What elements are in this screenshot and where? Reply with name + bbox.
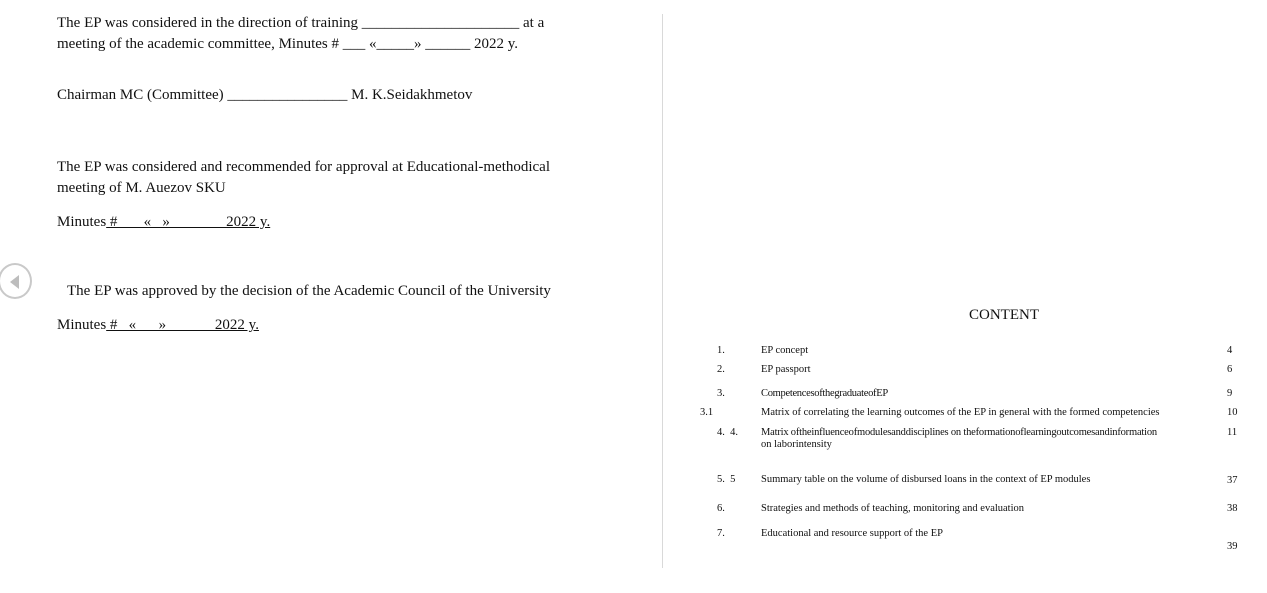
toc-title[interactable]: EP concept <box>761 345 809 356</box>
chairman-line: Chairman MC (Committee) ________________ M. K.Seidakhmetov <box>57 87 473 103</box>
toc-title[interactable]: EP passport <box>761 364 811 375</box>
toc-page: 6 <box>1227 364 1233 375</box>
minutes-line-b <box>57 315 259 336</box>
toc-page: 37 <box>1227 475 1238 486</box>
toc-number: 7. <box>717 528 725 539</box>
minutes-line-a <box>57 212 270 233</box>
chevron-left-icon <box>6 273 24 291</box>
recommend-paragraph-line1: The EP was considered and recommended for approval at Educational-methodical <box>57 159 551 175</box>
minutes-label: Minutes <box>57 214 107 230</box>
toc-page: 4 <box>1227 345 1233 356</box>
toc-title[interactable]: Educational and resource support of the EP <box>761 528 943 539</box>
minutes-label: Minutes <box>57 317 107 333</box>
recommend-paragraph-line2: meeting of M. Auezov SKU <box>57 180 226 196</box>
toc-number: 3. <box>717 388 725 399</box>
toc-number: 4. 4. <box>717 427 738 438</box>
toc-number: 6. <box>717 503 725 514</box>
toc-number: 3.1 <box>700 407 714 418</box>
toc-page: 10 <box>1227 407 1238 418</box>
toc-number: 1. <box>717 345 725 356</box>
content-title: CONTENT <box>969 307 1039 323</box>
toc-page: 38 <box>1227 503 1238 514</box>
previous-page-button[interactable] <box>0 263 32 299</box>
training-direction-line: The EP was considered in the direction of training _____________________ at a <box>57 15 545 31</box>
minutes-value: # « » 2022 y. <box>106 317 259 333</box>
toc-page: 39 <box>1227 541 1238 552</box>
toc-title[interactable]: Matrix of correlating the learning outcomes of the EP in general with the formed competencies <box>761 407 1160 418</box>
toc-title[interactable]: Summary table on the volume of disbursed loans in the context of EP modules <box>761 474 1091 485</box>
committee-minutes-line: meeting of the academic committee, Minutes # ___ «_____» ______ 2022 y. <box>57 36 519 52</box>
toc-title[interactable]: Strategies and methods of teaching, monitoring and evaluation <box>761 503 1025 514</box>
toc-page: 9 <box>1227 388 1233 399</box>
page-divider <box>662 14 663 568</box>
toc-title-continued: on laborintensity <box>761 439 832 450</box>
toc-page: 11 <box>1227 427 1238 438</box>
toc-title[interactable]: Matrix oftheinfluenceofmodulesanddisciplines on theformationoflearningoutcomesandinformation <box>761 427 1157 438</box>
toc-number: 2. <box>717 364 725 375</box>
toc-number: 5. 5 <box>717 474 736 485</box>
minutes-value: # « » 2022 y. <box>106 214 271 230</box>
toc-title[interactable]: CompetencesofthegraduateofEP <box>761 388 888 399</box>
approved-paragraph: The EP was approved by the decision of the Academic Council of the University <box>67 283 551 299</box>
